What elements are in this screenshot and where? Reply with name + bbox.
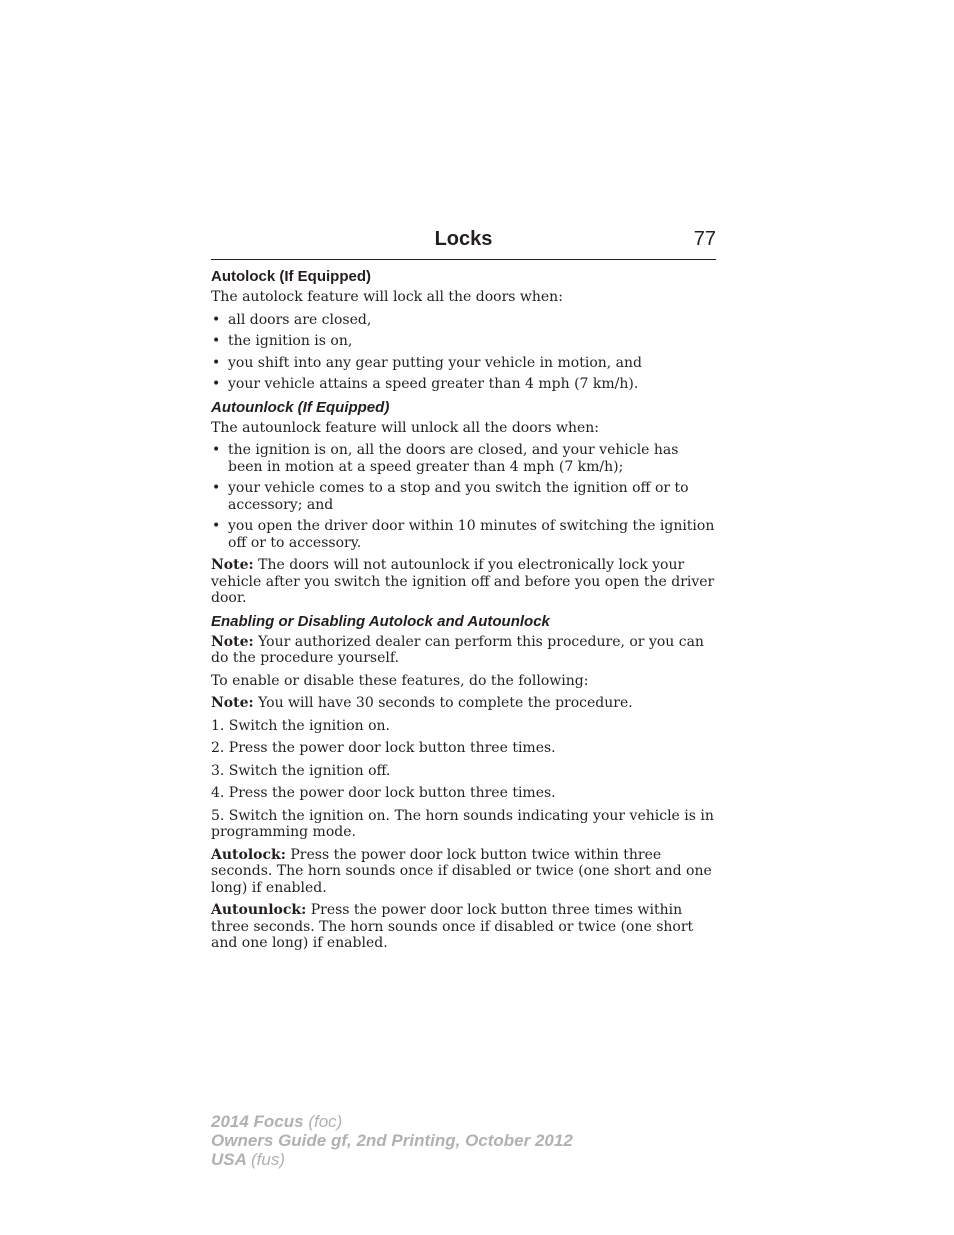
list-item: • you open the driver door within 10 minutes of switching the ignition off or to accessory. xyxy=(212,518,715,551)
list-item: • you shift into any gear putting your vehicle in motion, and xyxy=(212,354,642,371)
list-item: • the ignition is on, xyxy=(212,333,353,349)
section-heading-autounlock: Autounlock (If Equipped) xyxy=(211,398,390,416)
enabling-note-time: Note: You will have 30 seconds to complete the procedure. xyxy=(211,695,633,711)
autounlock-label: Autounlock: xyxy=(211,902,307,918)
list-item: • your vehicle comes to a stop and you switch the ignition off or to accessory; and xyxy=(212,480,689,513)
autounlock-note: Note: The doors will not autounlock if you electronically lock your vehicle after you switch the ignition off and before you open the driver door. xyxy=(211,557,715,606)
bullet-icon: • xyxy=(212,442,221,458)
list-item: • all doors are closed, xyxy=(212,311,372,328)
enabling-note-dealer: Note: Your authorized dealer can perform this procedure, or you can do the procedure yourself. xyxy=(211,633,704,666)
footer-market-line: USA (fus) xyxy=(211,1150,285,1169)
procedure-step-4: 4. Press the power door lock button three times. xyxy=(211,785,556,801)
footer-model-line: 2014 Focus (foc) xyxy=(211,1112,343,1131)
page-content xyxy=(211,266,716,958)
page-header xyxy=(211,228,716,260)
page-number: 77 xyxy=(693,228,716,250)
procedure-step-3: 3. Switch the ignition off. xyxy=(211,762,391,779)
note-label: Note: xyxy=(211,633,254,650)
autounlock-result: Autounlock: Press the power door lock button three times within three seconds. The horn sounds once if disabled or twice (one short and one long) if enabled. xyxy=(211,902,694,951)
page-footer xyxy=(211,1112,573,1169)
note-label: Note: xyxy=(211,557,254,573)
autolock-label: Autolock: xyxy=(211,846,286,863)
bullet-icon: • xyxy=(212,518,221,534)
footer-printing-line: Owners Guide gf, 2nd Printing, October 2012 xyxy=(211,1131,573,1150)
autounlock-intro: The autounlock feature will unlock all the doors when: xyxy=(211,419,599,436)
section-heading-enabling: Enabling or Disabling Autolock and Autounlock xyxy=(211,612,550,630)
bullet-icon: • xyxy=(212,311,221,328)
autolock-bullet-list xyxy=(211,312,716,393)
bullet-icon: • xyxy=(212,376,221,392)
bullet-icon: • xyxy=(212,354,221,371)
autolock-intro: The autolock feature will lock all the doors when: xyxy=(211,289,563,305)
procedure-step-1: 1. Switch the ignition on. xyxy=(211,717,390,734)
page-title: Locks xyxy=(434,228,493,250)
bullet-icon: • xyxy=(212,480,221,496)
procedure-step-2: 2. Press the power door lock button three times. xyxy=(211,740,556,756)
list-item: • your vehicle attains a speed greater than 4 mph (7 km/h). xyxy=(212,376,639,392)
list-item: • the ignition is on, all the doors are closed, and your vehicle has been in motion at a speed greater than 4 mph (7 km/h); xyxy=(212,442,679,475)
bullet-icon: • xyxy=(212,333,221,349)
section-heading-autolock: Autolock (If Equipped) xyxy=(211,268,371,285)
autounlock-bullet-list xyxy=(211,442,716,551)
autolock-result: Autolock: Press the power door lock button twice within three seconds. The horn sounds once if disabled or twice (one short and one long) if enabled. xyxy=(211,846,712,896)
note-label: Note: xyxy=(211,695,254,711)
procedure-step-5: 5. Switch the ignition on. The horn sounds indicating your vehicle is in programming mode. xyxy=(211,807,714,840)
enabling-intro: To enable or disable these features, do the following: xyxy=(211,672,589,689)
